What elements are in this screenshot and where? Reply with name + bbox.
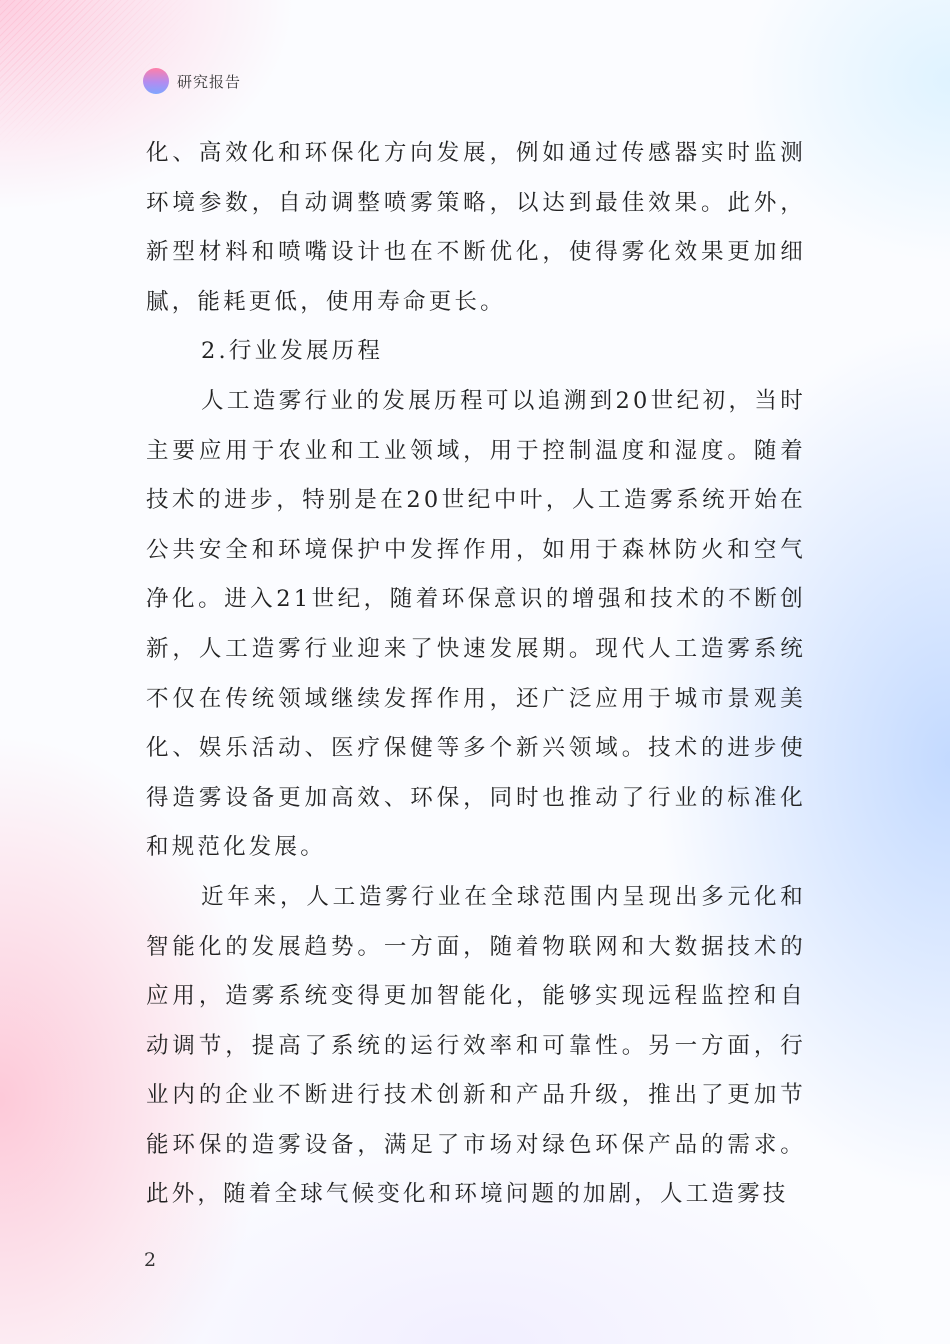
page-number: 2 [144, 1249, 157, 1271]
page-header [143, 68, 241, 94]
header-title: 研究报告 [177, 72, 242, 91]
logo-icon [143, 68, 169, 94]
document-body [146, 129, 806, 1220]
paragraph-trends: 近年来，人工造雾行业在全球范围内呈现出多元化和智能化的发展趋势。一方面，随着物联网和大数据技术的应用，造雾系统变得更加智能化，能够实现远程监控和自动调节，提高了系统的运行效率和可靠性。另一方面，行业内的企业不断进行技术创新和产品升级，推出了更加节能环保的造雾设备，满足了市场对绿色环保产品的需求。此外，随着全球气候变化和环境问题的加剧，人工造雾技 [146, 883, 806, 1208]
section-heading: 2.行业发展历程 [201, 338, 384, 365]
paragraph-continued: 化、高效化和环保化方向发展，例如通过传感器实时监测环境参数，自动调整喷雾策略，以达到最佳效果。此外，新型材料和喷嘴设计也在不断优化，使得雾化效果更加细腻，能耗更低，使用寿命更长。 [146, 140, 806, 315]
paragraph-history: 人工造雾行业的发展历程可以追溯到20世纪初，当时主要应用于农业和工业领域，用于控制温度和湿度。随着技术的进步，特别是在20世纪中叶，人工造雾系统开始在公共安全和环境保护中发挥作用，如用于森林防火和空气净化。进入21世纪，随着环保意识的增强和技术的不断创新，人工造雾行业迎来了快速发展期。现代人工造雾系统不仅在传统领域继续发挥作用，还广泛应用于城市景观美化、娱乐活动、医疗保健等多个新兴领域。技术的进步使得造雾设备更加高效、环保，同时也推动了行业的标准化和规范化发展。 [146, 387, 806, 861]
